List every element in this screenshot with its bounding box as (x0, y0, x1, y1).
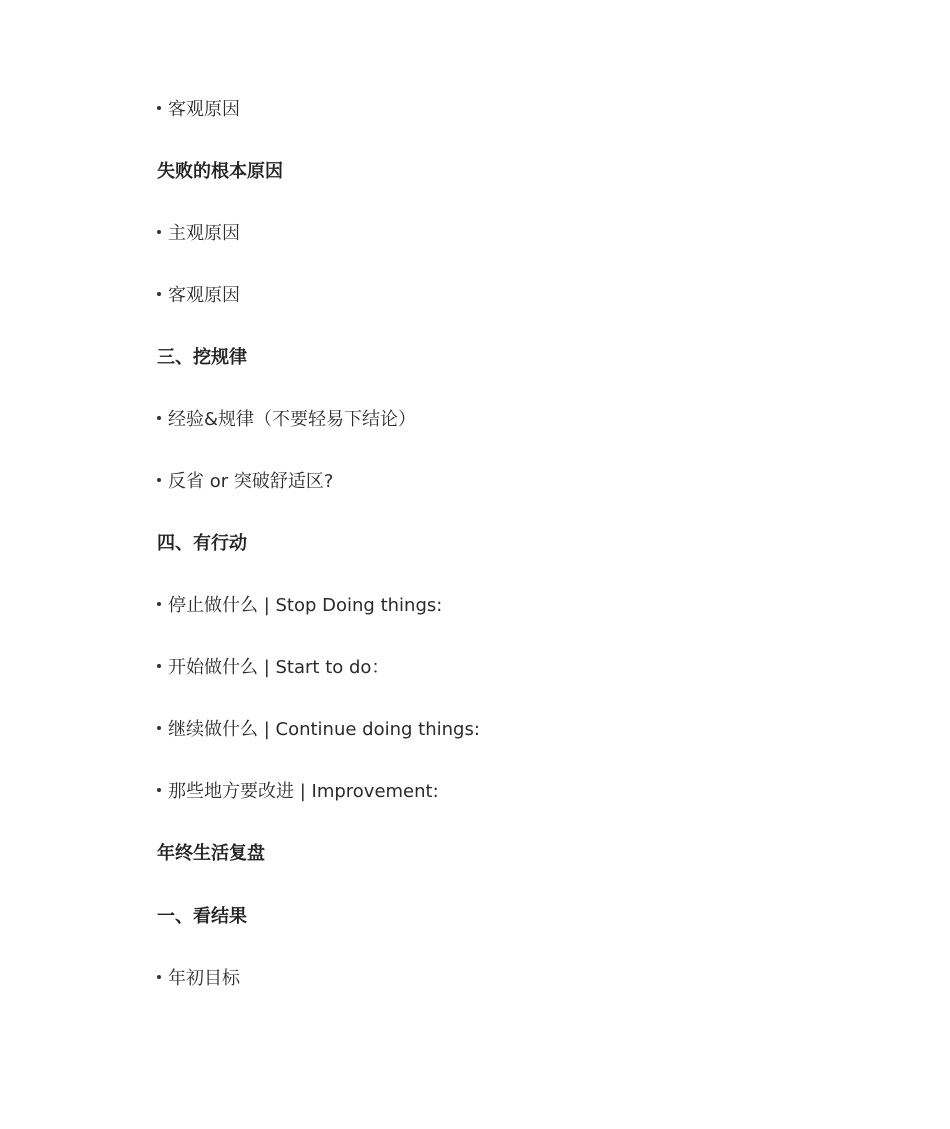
section-heading: 四、有行动 (157, 533, 247, 554)
bullet-icon (157, 788, 161, 792)
bullet-text: 反省 or 突破舒适区? (168, 471, 334, 492)
bullet-text: 停止做什么 | Stop Doing things: (168, 595, 443, 616)
bullet-item (157, 718, 480, 742)
section-heading: 失败的根本原因 (157, 161, 283, 182)
bullet-item (157, 408, 416, 432)
bullet-text: 客观原因 (168, 99, 240, 120)
bullet-icon (157, 292, 161, 296)
bullet-icon (157, 975, 161, 979)
bullet-icon (157, 726, 161, 730)
bullet-item (157, 780, 439, 804)
bullet-text: 开始做什么 | Start to do： (168, 657, 390, 678)
bullet-item (157, 284, 240, 308)
section-heading: 年终生活复盘 (157, 843, 265, 864)
bullet-icon (157, 664, 161, 668)
bullet-item (157, 656, 389, 680)
bullet-item (157, 222, 240, 246)
section-heading: 三、挖规律 (157, 347, 247, 368)
bullet-text: 经验&规律（不要轻易下结论） (168, 409, 417, 430)
bullet-icon (157, 106, 161, 110)
bullet-icon (157, 230, 161, 234)
bullet-item (157, 470, 333, 494)
bullet-text: 那些地方要改进 | Improvement: (168, 781, 439, 802)
bullet-icon (157, 478, 161, 482)
bullet-text: 继续做什么 | Continue doing things: (168, 719, 480, 740)
bullet-icon (157, 416, 161, 420)
bullet-item (157, 967, 240, 991)
section-heading: 一、看结果 (157, 906, 247, 927)
bullet-text: 年初目标 (168, 968, 240, 989)
bullet-icon (157, 602, 161, 606)
bullet-text: 客观原因 (168, 285, 240, 306)
bullet-item (157, 594, 442, 618)
bullet-text: 主观原因 (168, 223, 240, 244)
bullet-item (157, 98, 240, 122)
